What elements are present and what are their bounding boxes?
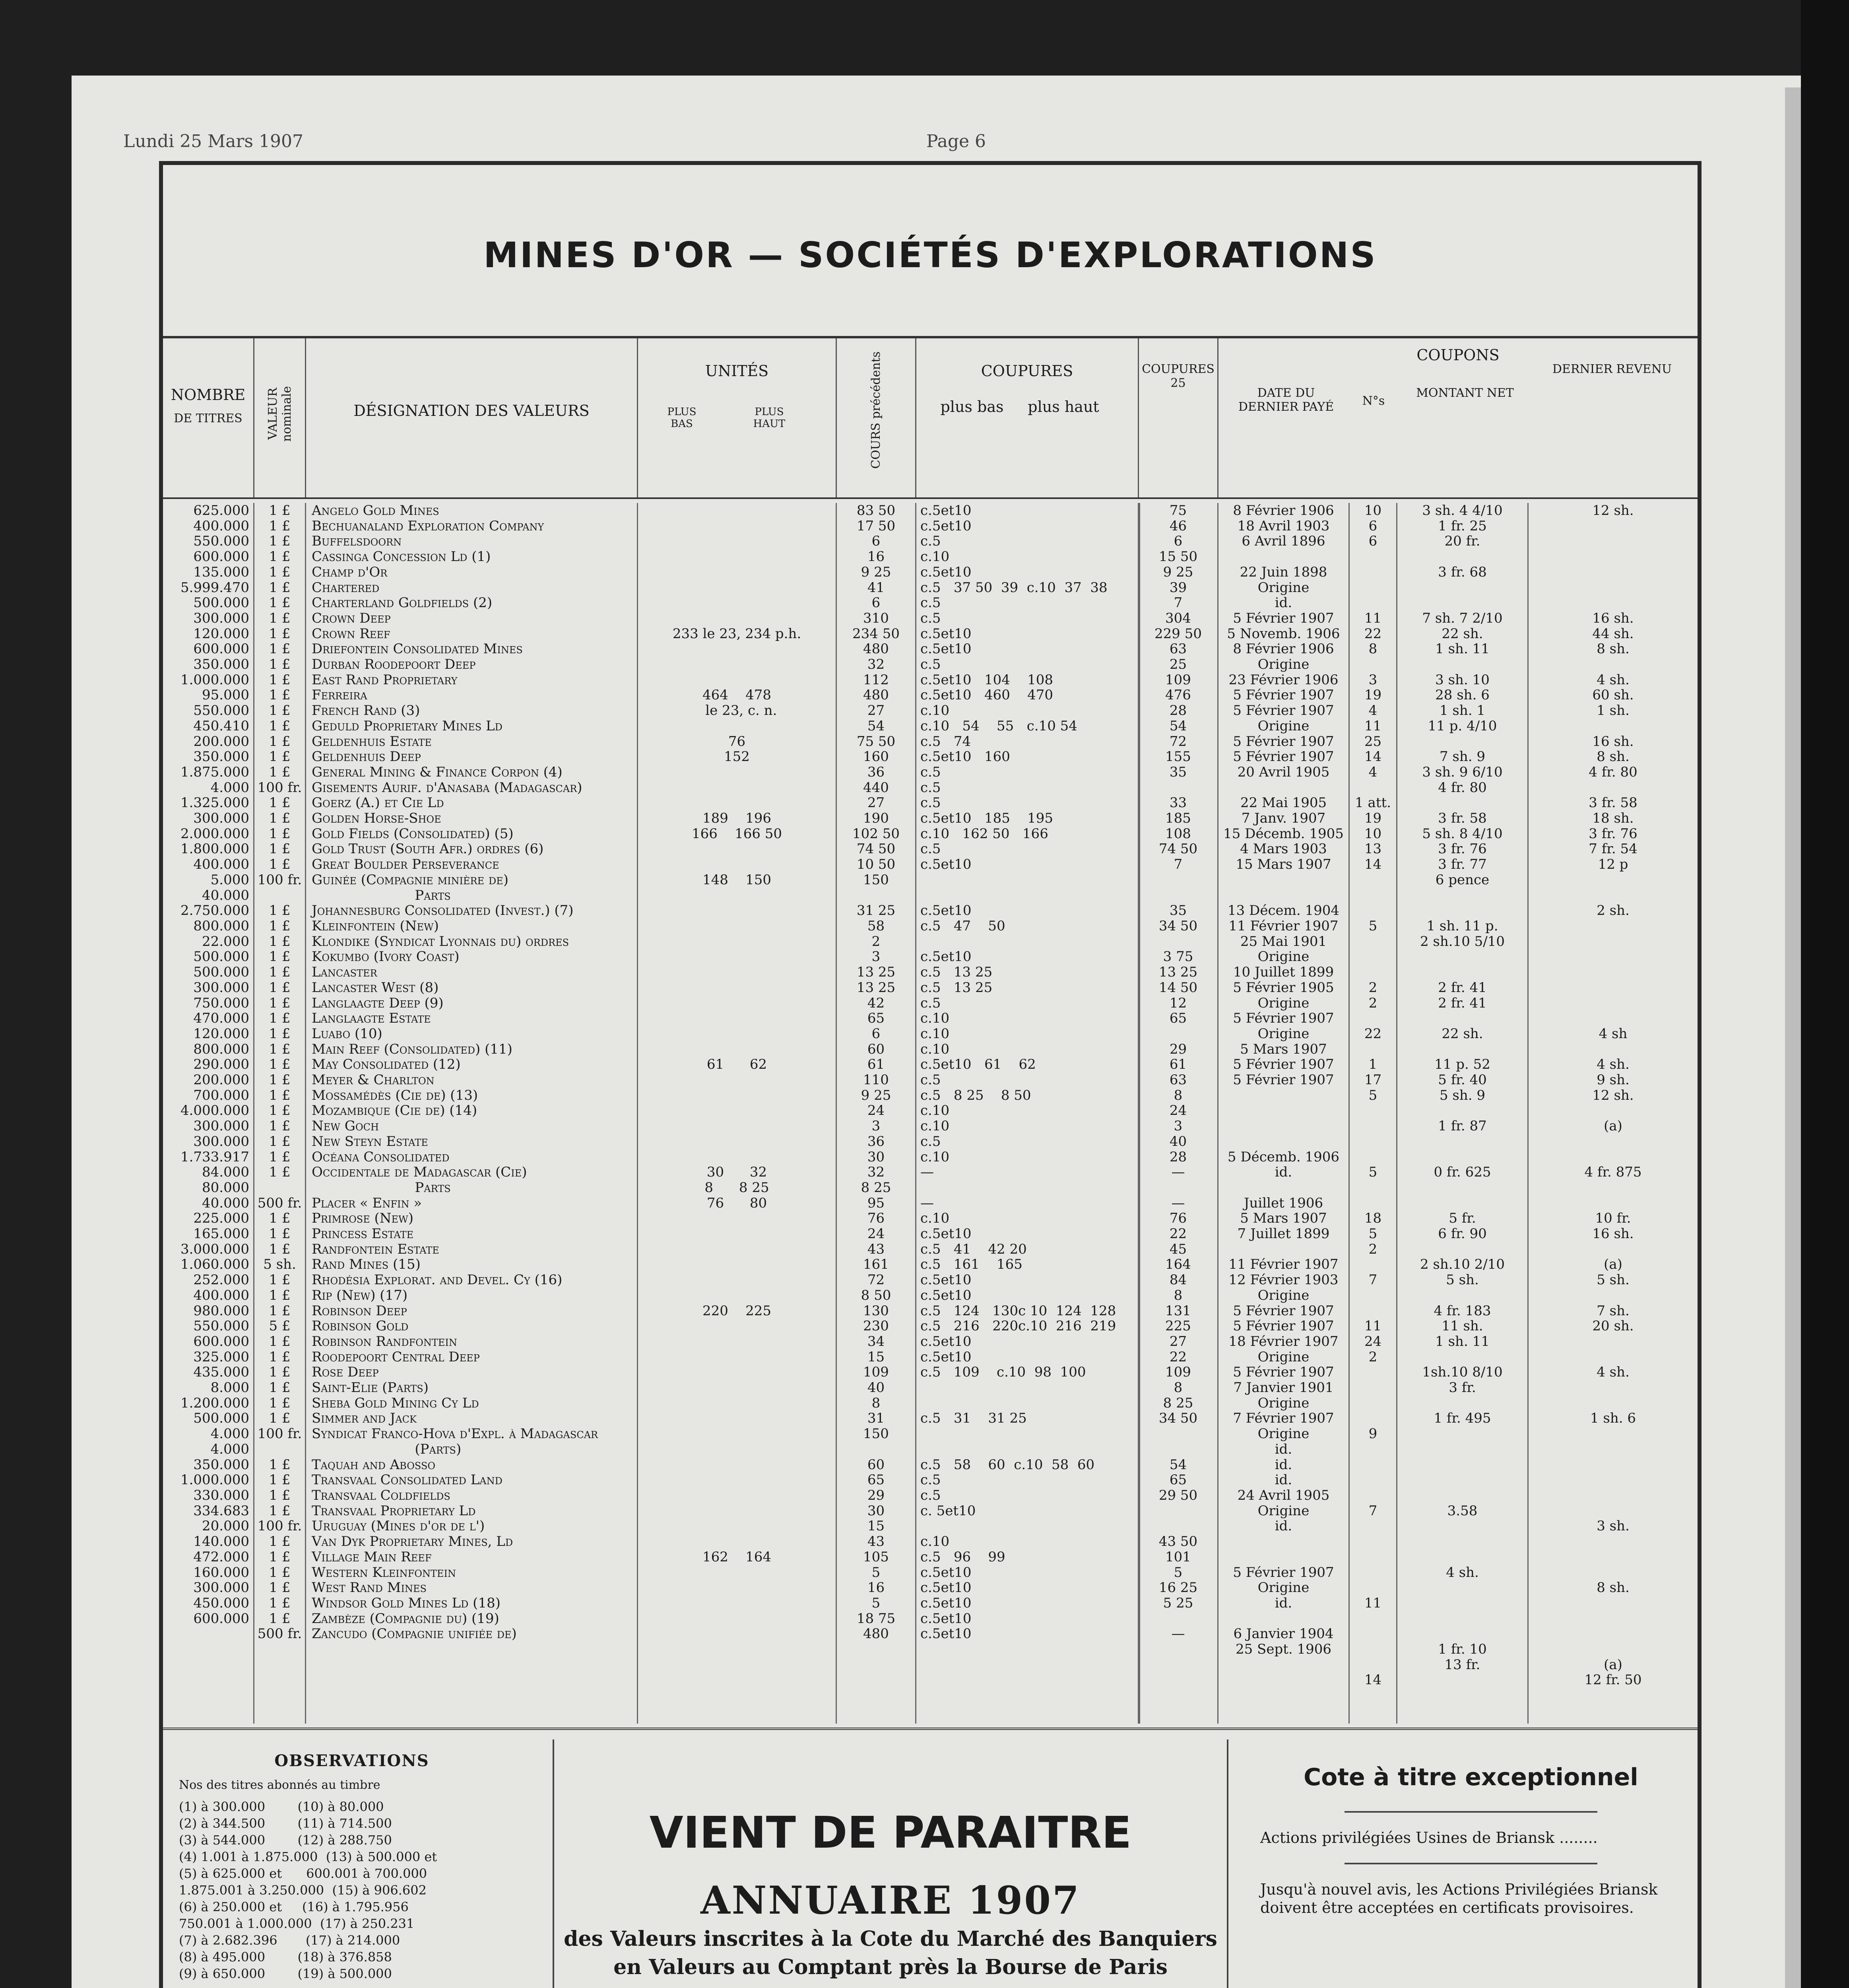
cote-paragraph: Jusqu'à nouvel avis, les Actions Privilégiées Briansk doivent être acceptées en certificats provisoires. <box>1260 1881 1658 1916</box>
cote-divider-2 <box>1345 1863 1597 1864</box>
montant-column: 3 sh. 4 4/10 1 fr. 25 20 fr. 3 fr. 68 7 sh. 7 2/10 22 sh. 1 sh. 11 3 sh. 10 28 sh. 6 1 sh. 1 11 p. 4/10 7 sh. 9 3 sh. 9 6/10 4 fr. 80 3 fr. 58 5 sh. 8 4/10 3 fr. 76 3 fr. 77 6 pence 1 sh. 11 p. 2 sh.10 5/10 2 fr. 41 2 fr. 41 22 sh. 11 p. 52 5 fr. 40 5 sh. 9 1 fr. 87 0 fr. 625 5 fr. 6 fr. 90 2 sh.10 2/10 5 sh. 4 fr. 183 11 sh. 1 sh. 11 1sh.10 8/10 3 fr. 1 fr. 495 3.58 4 sh. 1 fr. 10 13 fr. <box>1397 503 1529 1724</box>
col-unites: UNITÉS PLUS BAS PLUS HAUT <box>638 338 837 497</box>
page-frame <box>159 161 1702 1988</box>
section-title: MINES D'OR — SOCIÉTÉS D'EXPLORATIONS <box>483 235 1377 276</box>
extra-divider <box>1139 503 1140 1724</box>
observations-title: OBSERVATIONS <box>274 1751 429 1770</box>
cote-divider <box>1345 1811 1597 1813</box>
dernier-revenu-column: 12 sh. 16 sh. 44 sh. 8 sh. 4 sh. 60 sh. 1 sh. 16 sh. 8 sh. 4 fr. 80 3 fr. 58 18 sh. 3 fr. 76 7 fr. 54 12 p 2 sh. 4 sh 4 sh. 9 sh. 12 sh. (a) 4 fr. 875 10 fr. 16 sh. (a) 5 sh. 7 sh. 20 sh. 4 sh. 1 sh. 6 3 sh. 8 sh. (a) 12 fr. 50 <box>1584 503 1642 1688</box>
numero-column: 10 6 6 11 22 8 3 19 4 11 25 14 4 1 att. 19 10 13 14 5 2 2 22 1 17 5 5 18 5 2 7 11 24 2 9 7 11 14 <box>1350 503 1397 1724</box>
ad-line-2: en Valeurs au Comptant près la Bourse de Paris <box>613 1955 1168 1979</box>
ad-line-1: des Valeurs inscrites à la Cote du Marché des Banquiers <box>564 1927 1217 1951</box>
ad-title: ANNUAIRE 1907 <box>700 1878 1081 1923</box>
section-divider <box>163 1728 1698 1730</box>
page-number: Page 6 <box>926 131 986 151</box>
observations-list: (1) à 300.000 (10) à 80.000 (2) à 344.500 (11) à 714.500 (3) à 544.000 (12) à 288.750 (4) 1.001 à 1.875.000 (13) à 500.000 et (5) à 625.000 et 600.001 à 700.000 1.875.001 à 3.250.000 (15) à 906.602 (6) à 250.000 et (16) à 1.795.956 750.001 à 1.000.000 (17) à 250.231 (7) à 2.682.396 (17) à 214.000 (8) à 495.000 (18) à 376.858 (9) à 650.000 (19) à 500.000 <box>179 1799 437 1981</box>
cours-column: 83 50 17 50 6 16 9 25 41 6 310 234 50 480 32 112 480 27 54 75 50 160 36 440 27 190 102 50 74 50 10 50 150 31 25 58 2 3 13 25 13 25 42 65 6 60 61 110 9 25 24 3 36 30 32 8 25 95 76 24 43 161 72 8 50 130 230 34 15 109 40 8 31 150 60 65 29 30 15 43 105 5 16 5 18 75 480 <box>837 503 916 1724</box>
binding-shadow <box>1801 0 1849 1988</box>
col-coupures: COUPURES plus bas plus haut <box>916 338 1139 497</box>
running-head <box>123 131 1674 155</box>
nombre-column: 625.000 400.000 550.000 600.000 135.000 5.999.470 500.000 300.000 120.000 600.000 350.000 1.000.000 95.000 550.000 450.410 200.000 350.000 1.875.000 4.000 1.325.000 300.000 2.000.000 1.800.000 400.000 5.000 40.000 2.750.000 800.000 22.000 500.000 500.000 300.000 750.000 470.000 120.000 800.000 290.000 200.000 700.000 4.000.000 300.000 300.000 1.733.917 84.000 80.000 40.000 225.000 165.000 3.000.000 1.060.000 252.000 400.000 980.000 550.000 600.000 325.000 435.000 8.000 1.200.000 500.000 4.000 4.000 350.000 1.000.000 330.000 334.683 20.000 140.000 472.000 160.000 300.000 450.000 600.000 <box>163 503 254 1724</box>
cours-2-column: 75 46 6 15 50 9 25 39 7 304 229 50 63 25 109 476 28 54 72 155 35 33 185 108 74 50 7 35 34 50 3 75 13 25 14 50 12 65 29 61 63 8 24 3 40 28 — — 76 22 45 164 84 8 131 225 27 22 109 8 8 25 34 50 54 65 29 50 43 50 101 5 16 25 5 25 — <box>1139 503 1218 1724</box>
date-column: 8 Février 1906 18 Avril 1903 6 Avril 1896 22 Juin 1898 Origine id. 5 Février 1907 5 Novemb. 1906 8 Février 1906 Origine 23 Février 1906 5 Février 1907 5 Février 1907 Origine 5 Février 1907 5 Février 1907 20 Avril 1905 22 Mai 1905 7 Janv. 1907 15 Décemb. 1905 4 Mars 1903 15 Mars 1907 13 Décem. 1904 11 Février 1907 25 Mai 1901 Origine 10 Juillet 1899 5 Février 1905 Origine 5 Février 1907 Origine 5 Mars 1907 5 Février 1907 5 Février 1907 5 Décemb. 1906 id. Juillet 1906 5 Mars 1907 7 Juillet 1899 11 Février 1907 12 Février 1903 Origine 5 Février 1907 5 Février 1907 18 Février 1907 Origine 5 Février 1907 7 Janvier 1901 Origine 7 Février 1907 Origine id. id. id. 24 Avril 1905 Origine id. 5 Février 1907 Origine id. 6 Janvier 1904 25 Sept. 1906 <box>1218 503 1350 1724</box>
col-nombre: NOMBRE DE TITRES <box>163 338 254 497</box>
observations-subtitle: Nos des titres abonnés au timbre <box>179 1778 380 1792</box>
cote-title: Cote à titre exceptionnel <box>1304 1763 1638 1791</box>
cote-line: Actions privilégiées Usines de Briansk ........ <box>1260 1829 1598 1846</box>
annuaire-advertisement <box>553 1740 1228 1988</box>
col-cours-precedents: COURS précédents <box>837 338 916 497</box>
coupures-column: c.5et10 c.5et10 c.5 c.10 c.5et10 c.5 37 50 39 c.10 37 38 c.5 c.5 c.5et10 c.5et10 c.5 c.5et10 104 108 c.5et10 460 470 c.10 c.10 54 55 c.10 54 c.5 74 c.5et10 160 c.5 c.5 c.5 c.5et10 185 195 c.10 162 50 166 c.5 c.5et10 c.5et10 c.5 47 50 c.5et10 c.5 13 25 c.5 13 25 c.5 c.10 c.10 c.10 c.5et10 61 62 c.5 c.5 8 25 8 50 c.10 c.10 c.5 c.10 — — c.10 c.5et10 c.5 41 42 20 c.5 161 165 c.5et10 c.5et10 c.5 124 130c 10 124 128 c.5 216 220c.10 216 219 c.5et10 c.5et10 c.5 109 c.10 98 100 c.5 31 31 25 c.5 58 60 c.10 58 60 c.5 c.5 c. 5et10 c.10 c.5 96 99 c.5et10 c.5et10 c.5et10 c.5et10 c.5et10 <box>916 503 1139 1724</box>
col-coupons: COUPONS DATE DU DERNIER PAYÉ N°s MONTANT NET DERNIER REVENU <box>1238 346 1672 414</box>
quotation-table <box>163 503 1698 1724</box>
issue-date: Lundi 25 Mars 1907 <box>123 131 303 151</box>
cote-exceptionnelle <box>1244 1740 1698 1988</box>
designation-column: Angelo Gold Mines Bechuanaland Exploration Company Buffelsdoorn Cassinga Concession Ld (1) Champ d'Or Chartered Charterland Goldfields (2) Crown Deep Crown Reef Driefontein Consolidated Mines Durban Roodepoort Deep East Rand Proprietary Ferreira French Rand (3) Geduld Proprietary Mines Ld Geldenhuis Estate Geldenhuis Deep General Mining & Finance Corpon (4) Gisements Aurif. d'Anasaba (Madagascar) Goerz (A.) et Cie Ld Golden Horse-Shoe Gold Fields (Consolidated) (5) Gold Trust (South Afr.) ordres (6) Great Boulder Perseverance Guinée (Compagnie minière de) Parts Johannesburg Consolidated (Invest.) (7) Kleinfontein (New) Klondike (Syndicat Lyonnais du) ordres Kokumbo (Ivory Coast) Lancaster Lancaster West (8) Langlaagte Deep (9) Langlaagte Estate Luabo (10) Main Reef (Consolidated) (11) May Consolidated (12) Meyer & Charlton Mossamédès (Cie de) (13) Mozambique (Cie de) (14) New Goch New Steyn Estate Océana Consolidated Occidentale de Madagascar (Cie) Parts Placer « Enfin » Primrose (New) Princess Estate Randfontein Estate Rand Mines (15) Rhodésia Explorat. and Devel. Cy (16) Rip (New) (17) Robinson Deep Robinson Gold Robinson Randfontein Roodepoort Central Deep Rose Deep Saint-Elie (Parts) Sheba Gold Mining Cy Ld Simmer and Jack Syndicat Franco-Hova d'Expl. à Madagascar (Parts) Taquah and Abosso Transvaal Consolidated Land Transvaal Coldfields Transvaal Proprietary Ld Uruguay (Mines d'or de l') Van Dyk Proprietary Mines, Ld Village Main Reef Western Kleinfontein West Rand Mines Windsor Gold Mines Ld (18) Zambèze (Compagnie du) (19) Zancudo (Compagnie unifiée de) <box>306 503 638 1724</box>
col-valeur: VALEUR nominale <box>254 338 306 497</box>
table-header <box>163 336 1698 499</box>
page-edge <box>1785 87 1801 1988</box>
unites-column: 233 le 23, 234 p.h. 464 478 le 23, c. n. 76 152 189 196 166 166 50 148 150 61 62 30 32 8 8 25 76 80 220 225 162 164 <box>638 503 837 1724</box>
observations-box <box>163 1740 541 1988</box>
col-cours-2: COUPURES 25 <box>1139 338 1218 497</box>
ad-headline: VIENT DE PARAITRE <box>649 1807 1132 1858</box>
valeur-column: 1 £ 1 £ 1 £ 1 £ 1 £ 1 £ 1 £ 1 £ 1 £ 1 £ 1 £ 1 £ 1 £ 1 £ 1 £ 1 £ 1 £ 1 £ 100 fr. 1 £ 1 £ 1 £ 1 £ 1 £ 100 fr. 1 £ 1 £ 1 £ 1 £ 1 £ 1 £ 1 £ 1 £ 1 £ 1 £ 1 £ 1 £ 1 £ 1 £ 1 £ 1 £ 1 £ 1 £ 500 fr. 1 £ 1 £ 1 £ 5 sh. 1 £ 1 £ 1 £ 5 £ 1 £ 1 £ 1 £ 1 £ 1 £ 1 £ 100 fr. 1 £ 1 £ 1 £ 1 £ 100 fr. 1 £ 1 £ 1 £ 1 £ 1 £ 1 £ 500 fr. <box>254 503 306 1724</box>
col-designation: DÉSIGNATION DES VALEURS <box>306 338 638 497</box>
